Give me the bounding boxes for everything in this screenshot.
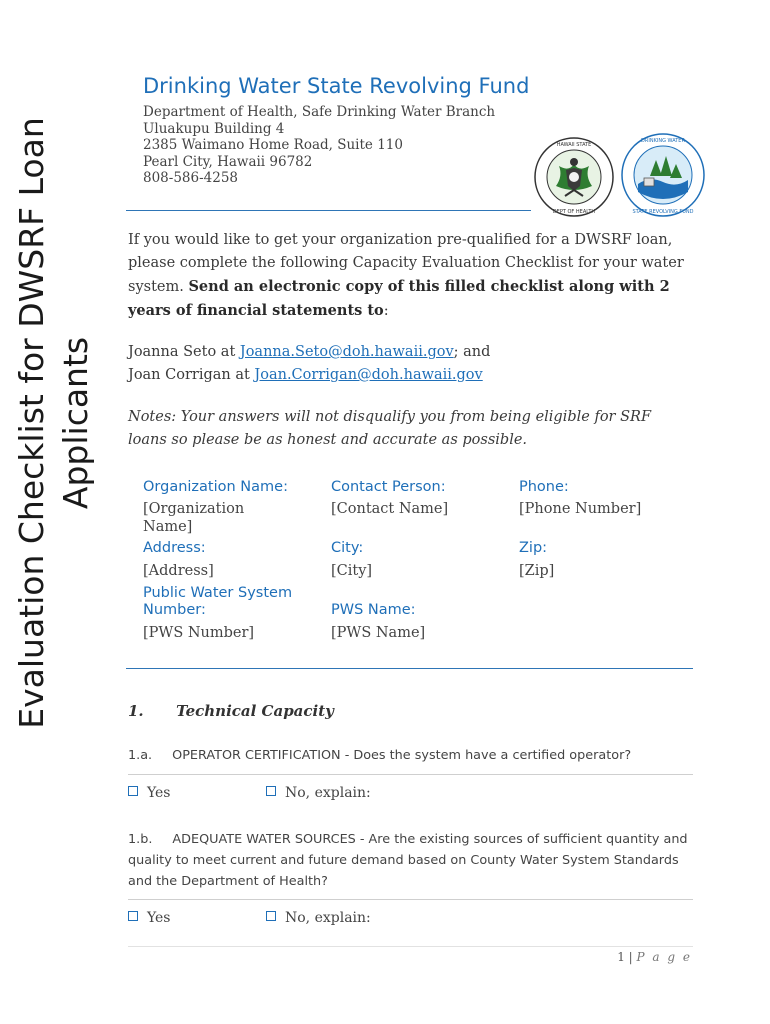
contact-prefix: Joan Corrigan at: [128, 367, 255, 383]
option-label: No, explain:: [285, 910, 371, 926]
contact-suffix: ; and: [453, 344, 491, 360]
intro-text: If you would like to get your organization pre-qualified for a DWSRF loan, please complete the following Capacity Evaluation Checklist for your water system.: [128, 232, 684, 295]
question-1b: [128, 829, 698, 892]
option-label: Yes: [147, 910, 171, 926]
section-heading: [128, 702, 334, 720]
org-name-field[interactable]: [Organization Name]: [143, 501, 245, 535]
svg-text:STATE REVOLVING FUND: STATE REVOLVING FUND: [632, 209, 694, 215]
side-title: [10, 0, 110, 923]
question-divider: [128, 899, 693, 900]
email-link-joan[interactable]: Joan.Corrigan@doh.hawaii.gov: [254, 367, 483, 383]
checkbox-icon[interactable]: [128, 786, 138, 796]
org-name-label: Organization Name:: [143, 479, 288, 495]
intro-bold: Send an electronic copy of this filled checklist along with 2 years of financial statements to: [128, 278, 670, 319]
contacts-block: [128, 341, 688, 387]
pws-name-label: PWS Name:: [331, 602, 416, 618]
checkbox-icon[interactable]: [128, 911, 138, 921]
header-rule: [126, 210, 531, 211]
address-field[interactable]: [Address]: [143, 563, 214, 579]
email-link-joanna[interactable]: Joanna.Seto@doh.hawaii.gov: [239, 344, 454, 360]
section-number: 1.: [128, 702, 144, 720]
dwsrf-seal: [620, 132, 706, 218]
pws-number-label: Public Water System Number:: [143, 585, 293, 618]
footer-divider: [128, 946, 693, 947]
option-label: Yes: [147, 785, 171, 801]
pws-number-field[interactable]: [PWS Number]: [143, 625, 255, 641]
checkbox-icon[interactable]: [266, 786, 276, 796]
address-label: Address:: [143, 540, 206, 556]
q1a-no-option[interactable]: [266, 785, 371, 801]
option-label: No, explain:: [285, 785, 371, 801]
page-label: P a g e: [636, 950, 692, 964]
svg-text:DEPT OF HEALTH: DEPT OF HEALTH: [552, 209, 596, 215]
address-line: Uluakupu Building 4: [143, 120, 285, 137]
checkbox-icon[interactable]: [266, 911, 276, 921]
city-label: City:: [331, 540, 364, 556]
svg-text:HAWAII STATE: HAWAII STATE: [556, 142, 592, 148]
contact-line-1: [128, 341, 688, 364]
address-line: Department of Health, Safe Drinking Water Branch: [143, 104, 496, 120]
question-divider: [128, 774, 693, 775]
question-1a: [128, 745, 698, 766]
contact-line-2: [128, 364, 688, 387]
svg-text:DRINKING WATER: DRINKING WATER: [641, 138, 685, 144]
intro-paragraph: [128, 229, 688, 323]
intro-end: :: [383, 303, 389, 319]
phone-line: 808-586-4258: [143, 170, 239, 186]
fund-title: Drinking Water State Revolving Fund: [143, 74, 530, 98]
pws-name-field[interactable]: [PWS Name]: [331, 625, 426, 641]
question-id: 1.b.: [128, 832, 153, 847]
phone-field[interactable]: [Phone Number]: [519, 501, 642, 517]
address-block: [143, 104, 495, 187]
page-separator: |: [624, 950, 637, 964]
address-line: 2385 Waimano Home Road, Suite 110: [143, 137, 403, 153]
address-line: Pearl City, Hawaii 96782: [143, 153, 313, 170]
q1a-yes-option[interactable]: [128, 785, 171, 801]
form-rule: [126, 668, 693, 669]
contact-person-field[interactable]: [Contact Name]: [331, 501, 449, 517]
question-text: OPERATOR CERTIFICATION - Does the system have a certified operator?: [172, 748, 632, 763]
contact-prefix: Joanna Seto at: [128, 344, 240, 360]
zip-label: Zip:: [519, 540, 548, 556]
phone-label: Phone:: [519, 479, 569, 495]
question-text: ADEQUATE WATER SOURCES - Are the existing sources of sufficient quantity and quality to meet current and future demand based on County Water System Standards and the Department of Health?: [128, 832, 688, 889]
zip-field[interactable]: [Zip]: [519, 563, 555, 579]
q1b-no-option[interactable]: [266, 910, 371, 926]
page-number: 1: [617, 950, 625, 964]
q1b-yes-option[interactable]: [128, 910, 171, 926]
page-footer: [617, 950, 692, 964]
question-id: 1.a.: [128, 748, 153, 763]
department-of-health-seal: [533, 136, 615, 218]
side-title-line1: Evaluation Checklist for DWSRF Loan: [12, 117, 51, 729]
notes: Notes: Your answers will not disqualify you from being eligible for SRF loans so please be as honest and accurate as possible.: [128, 409, 652, 448]
city-field[interactable]: [City]: [331, 563, 373, 579]
section-title: Technical Capacity: [176, 702, 334, 720]
contact-person-label: Contact Person:: [331, 479, 446, 495]
side-title-line2: Applicants: [56, 336, 95, 510]
